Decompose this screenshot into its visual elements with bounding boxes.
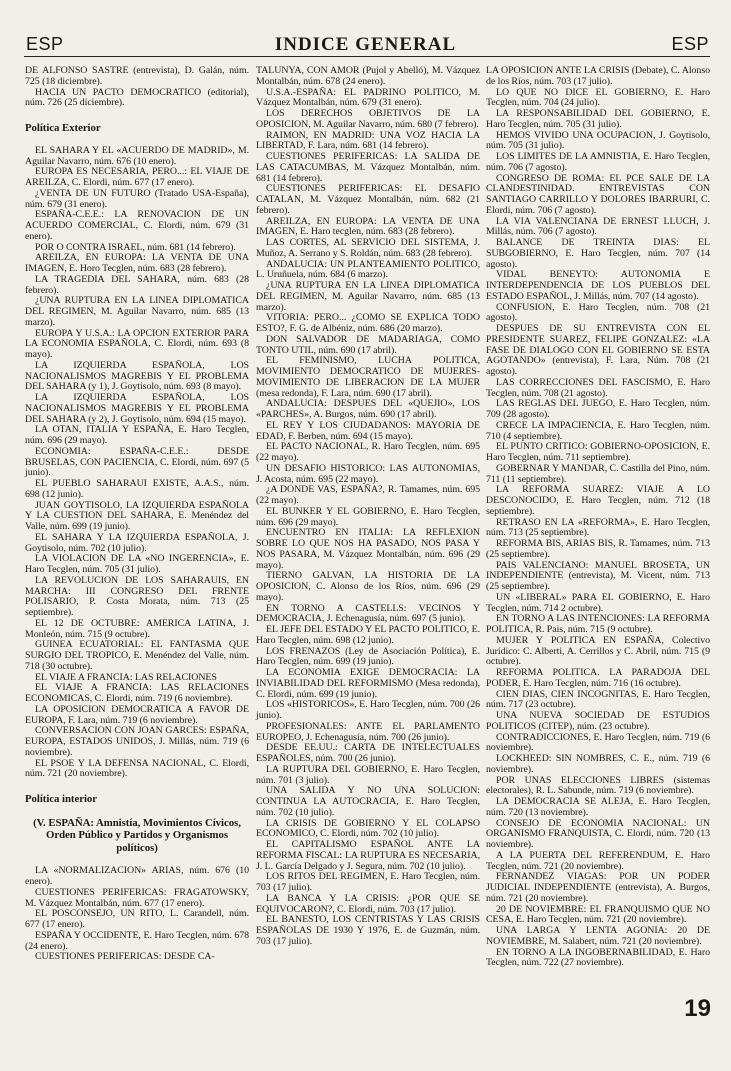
index-entry: LOS DERECHOS OBJETIVOS DE LA OPOSICION, M. Aguilar Navarro, núm. 680 (7 febrero).: [256, 108, 480, 130]
index-entry: ¿A DONDE VAS, ESPAÑA?, R. Tamames, núm. 695 (22 mayo).: [256, 484, 480, 506]
index-entry: EL POSCONSEJO, UN RITO, L. Carandell, núm. 677 (17 enero).: [25, 908, 249, 930]
index-entry: CONSEJO DE ECONOMIA NACIONAL: UN ORGANISMO FRANQUISTA, C. Elordi, núm. 720 (13 noviembre).: [486, 817, 710, 850]
index-entry: LA VIOLACION DE LA «NO INGERENCIA», E. Haro Tecglen, núm. 705 (31 julio).: [25, 553, 249, 575]
index-entry: LOS FRENAZOS (Ley de Asociación Política), E. Haro Tecglen, núm. 699 (19 junio).: [256, 645, 480, 668]
index-entry: ¿UNA RUPTURA EN LA LINEA DIPLOMATICA DEL REGIMEN, M. Aguilar Navarro, núm. 685 (13 marzo).: [25, 295, 249, 328]
index-entry: VIDAL BENEYTO: AUTONOMIA E INTERDEPENDENCIA DE LOS PUEBLOS DEL ESTADO ESPAÑOL, J. Millás, núm. 707 (14 agosto).: [486, 269, 710, 302]
index-entry: EN TORNO A CASTELLS: VECINOS Y DEMOCRACIA, J. Echenagusía, núm. 697 (5 junio).: [256, 602, 480, 625]
index-entry: 20 DE NOVIEMBRE: EL FRANQUISMO QUE NO CESA, E. Haro Tecglen, núm. 721 (20 noviembre).: [486, 903, 710, 926]
index-entry: ECONOMIA: ESPAÑA-C.E.E.: DESDE BRUSELAS, CON PACIENCIA, C. Elordi, núm. 697 (5 junio).: [25, 445, 249, 479]
index-entry: EL SAHARA Y LA IZQUIERDA ESPAÑOLA, J. Goytisolo, núm. 702 (10 julio).: [25, 531, 249, 554]
index-entry: FERNANDEZ VIAGAS: POR UN PODER JUDICIAL INDEPENDIENTE (entrevista), A. Burgos, núm. 721 (20 noviembre).: [486, 871, 710, 904]
index-entry: VITORIA: PERO... ¿COMO SE EXPLICA TODO ESTO?, F. G. de Albéniz, núm. 686 (20 marzo).: [256, 312, 480, 334]
index-entry: DE ALFONSO SASTRE (entrevista), D. Galán, núm. 725 (18 diciembre).: [25, 65, 249, 87]
index-entry: GOBERNAR Y MANDAR, C. Castilla del Pino, núm. 711 (11 septiembre).: [486, 462, 711, 485]
index-entry: LA DEMOCRACIA SE ALEJA, E. Haro Tecglen, núm. 720 (13 noviembre).: [486, 796, 710, 818]
index-entry: LOCKHEED: SIN NOMBRES, C. E., núm. 719 (6 noviembre).: [486, 753, 710, 775]
index-entry: POR O CONTRA ISRAEL, núm. 681 (14 febrero).: [35, 241, 236, 253]
index-entry: LA IZQUIERDA ESPAÑOLA, LOS NACIONALISMOS MAGREBIS Y EL PROBLEMA DEL SAHARA (y 2), J. Goytisolo, núm. 694 (15 mayo).: [25, 392, 249, 425]
index-entry: UN DESAFIO HISTORICO: LAS AUTONOMIAS, J. Acosta, núm. 695 (22 mayo).: [256, 462, 480, 485]
index-entry: PROFESIONALES: ANTE EL PARLAMENTO EUROPEO, J. Echenagusía, núm. 700 (26 junio).: [256, 720, 480, 743]
index-entry: RAIMON, EN MADRID: UNA VOZ HACIA LA LIBERTAD, F. Lara, núm. 681 (14 febrero).: [256, 129, 480, 152]
index-entry: LA «NORMALIZACION» ARIAS, núm. 676 (10 enero).: [25, 865, 249, 887]
index-entry: LAS CORRECCIONES DEL FASCISMO, E. Haro Tecglen, núm. 708 (21 agosto).: [486, 376, 710, 399]
index-entry: EL PUEBLO SAHARAUI EXISTE, A.A.S., núm. 698 (12 junio).: [25, 478, 249, 500]
interior-entries: [25, 866, 249, 963]
index-entry: EL 12 DE OCTUBRE: AMERICA LATINA, J. Monleón, núm. 715 (9 octubre).: [25, 617, 249, 640]
index-entry: LA TRAGEDIA DEL SAHARA, núm. 683 (28 febrero).: [25, 273, 249, 296]
index-entry: EL VIAJE A FRANCIA: LAS RELACIONES: [35, 671, 217, 683]
column-3-entries: [486, 66, 710, 969]
index-entry: ¿VENTA DE UN FUTURO (Tratado USA-España), núm. 679 (31 enero).: [25, 187, 249, 210]
index-entry: LA IZQUIERDA ESPAÑOLA, LOS NACIONALISMOS MAGREBIS Y EL PROBLEMA DEL SAHARA (y 1), J. Goytisolo, núm. 693 (8 mayo).: [25, 359, 249, 393]
index-entry: LAS CORTES, AL SERVICIO DEL SISTEMA, J. Muñoz, A. Serrano y S. Roldán, núm. 683 (28 febrero).: [256, 237, 480, 259]
index-entry: CONFUSION, E. Haro Tecglen, núm. 708 (21 agosto).: [486, 301, 710, 324]
index-entry: EL REY Y LOS CIUDADANOS: MAYORIA DE EDAD, F. Berben, núm. 694 (15 mayo).: [256, 419, 480, 442]
index-entry: LA REVOLUCION DE LOS SAHARAUIS, EN MARCHA: III CONGRESO DEL FRENTE POLISARIO, P. Costa Morata, núm. 713 (25 septiembre).: [25, 574, 249, 618]
index-entry: EL BANESTO, LOS CENTRISTAS Y LAS CRISIS ESPAÑOLAS DE 1930 Y 1976, E. de Guzmán, núm. 703 (17 julio).: [256, 914, 480, 947]
index-entry: LA VIA VALENCIANA DE ERNEST LLUCH, J. Millás, núm. 706 (7 agosto).: [486, 215, 710, 238]
index-entry: POR UNAS ELECCIONES LIBRES (sistemas electorales), R. L. Sabunde, núm. 719 (6 noviembre).: [486, 774, 710, 797]
index-entry: EL PACTO NACIONAL, R. Haro Tecglen, núm. 695 (22 mayo).: [256, 441, 480, 463]
index-entry: EN TORNO A LA INGOBERNABILIDAD, E. Haro Tecglen, núm. 722 (27 noviembre).: [486, 946, 710, 969]
index-entry: DESDE EE.UU.: CARTA DE INTELECTUALES ESPAÑOLES, núm. 700 (26 junio).: [256, 742, 480, 764]
index-entry: MUJER Y POLITICA EN ESPAÑA, Colectivo Jurídico: C. Alberti, A. Cerrillos y C. Abril, núm. 715 (9 octubre).: [486, 634, 710, 668]
index-entry: CUESTIONES PERIFERICAS: FRAGATOWSKY, M. Vázquez Montalbán, núm. 677 (17 enero).: [25, 886, 249, 909]
intro-entries: [25, 66, 249, 109]
index-entry: CIEN DIAS, CIEN INCOGNITAS, E. Haro Tecglen, núm. 717 (23 octubre).: [486, 688, 710, 711]
index-entry: EN TORNO A LAS INTENCIONES: LA REFORMA POLITICA, R. Pais, núm. 715 (9 octubre).: [486, 613, 710, 635]
index-entry: ¿UNA RUPTURA EN LA LINEA DIPLOMATICA DEL REGIMEN, M. Aguilar Navarro, núm. 685 (13 marzo).: [256, 280, 480, 313]
index-entry: LA RUPTURA DEL GOBIERNO, E. Haro Tecglen, núm. 701 (3 julio).: [256, 763, 480, 786]
index-entry: HEMOS VIVIDO UNA OCUPACION, J. Goytisolo, núm. 705 (31 julio).: [486, 129, 710, 152]
index-entry: LAS REGLAS DEL JUEGO, E. Haro Tecglen, núm. 709 (28 agosto).: [486, 398, 710, 420]
index-entry: HACIA UN PACTO DEMOCRATICO (editorial), núm. 726 (25 diciembre).: [25, 86, 249, 109]
index-entry: GUINEA ECUATORIAL: EL FANTASMA QUE SURGIO DEL TROPICO, E. Menéndez del Valle, núm. 718 (30 octubre).: [25, 639, 249, 672]
column-1: [25, 66, 249, 963]
index-entry: CUESTIONES PERIFERICAS: DESDE CA-: [35, 951, 215, 963]
index-entry: LOS «HISTORICOS», E. Haro Tecglen, núm. 700 (26 junio).: [256, 699, 480, 721]
section-subheading: (V. ESPAÑA: Amnistía, Movimientos Cívicos, Orden Público y Partidos y Organismos políticos): [33, 816, 241, 854]
index-entry: ANDALUCIA: DESPUES DEL «QUEJIO», LOS «PARCHES», A. Burgos, núm. 690 (17 abril).: [256, 398, 480, 420]
index-entry: EL VIAJE A FRANCIA: LAS RELACIONES ECONOMICAS, C. Elordi, núm. 719 (6 noviembre).: [25, 682, 249, 704]
index-entry: UNA LARGA Y LENTA AGONIA: 20 DE NOVIEMBRE, M. Salabert, núm. 721 (20 noviembre).: [486, 925, 710, 947]
index-entry: PAIS VALENCIANO: MANUEL BROSETA, UN INDEPENDIENTE (entrevista), M. Vicent, núm. 713 (25 septiembre).: [486, 559, 710, 592]
index-entry: TIERNO GALVAN, LA HISTORIA DE LA OPOSICION, C. Alonso de los Ríos, núm. 696 (29 mayo).: [256, 570, 480, 603]
index-entry: ENCUENTRO EN ITALIA: LA REFLEXION SOBRE LO QUE NOS HA PASADO, NOS PASA Y NOS PASARA, M. Vázquez Montalbán, núm. 696 (29 mayo).: [256, 527, 480, 571]
index-entry: ESPAÑA Y OCCIDENTE, E. Haro Tecglen, núm. 678 (24 enero).: [25, 929, 249, 952]
index-entry: RETRASO EN LA «REFORMA», E. Haro Tecglen, núm. 713 (25 septiembre).: [486, 516, 710, 539]
column-3: [486, 66, 710, 969]
index-entry: CONTRADICCIONES, E. Haro Tecglen, núm. 719 (6 noviembre).: [486, 731, 710, 754]
index-entry: REFORMA BIS, ARIAS BIS, R. Tamames, núm. 713 (25 septiembre).: [486, 538, 710, 560]
index-entry: EL PUNTO CRITICO: GOBIERNO-OPOSICION, E. Haro Tecglen, núm. 711 septiembre).: [486, 441, 710, 463]
index-entry: LA OPOSICION ANTE LA CRISIS (Debate), C. Alonso de los Ríos, núm. 703 (17 julio).: [486, 65, 710, 87]
index-entry: UNA NUEVA SOCIEDAD DE ESTUDIOS POLITICOS (CITEP), núm. (23 octubre).: [486, 710, 710, 732]
page-title: INDICE GENERAL: [274, 34, 457, 55]
index-entry: JUAN GOYTISOLO, LA IZQUIERDA ESPAÑOLA Y LA CUESTION DEL SAHARA, E. Menéndez del Valle, núm. 699 (19 junio).: [25, 499, 249, 532]
column-2: [256, 66, 480, 948]
section-heading-interior: Política interior: [25, 793, 98, 805]
index-entry: LA CRISIS DE GOBIERNO Y EL COLAPSO ECONOMICO, C. Elordi, núm. 702 (10 julio).: [256, 817, 480, 840]
index-entry: EL JEFE DEL ESTADO Y EL PACTO POLITICO, E. Haro Tecglen, núm. 698 (12 junio).: [256, 624, 480, 646]
index-entry: LA OPOSICION DEMOCRATICA A FAVOR DE EUROPA, F. Lara, núm. 719 (6 noviembre).: [25, 703, 249, 726]
continued-entry: TALUNYA, CON AMOR (Pujol y Abelló), M. Vázquez Montalbán, núm. 678 (24 enero).: [256, 65, 480, 87]
index-entry: ANDALUCIA: UN PLANTEAMIENTO POLITICO, L. Uruñuela, núm. 684 (6 marzo).: [256, 258, 480, 281]
index-entry: BALANCE DE TREINTA DIAS: EL SUBGOBIERNO, E. Haro Tecglen, núm. 707 (14 agosto).: [486, 237, 710, 270]
index-entry: EL CAPITALISMO ESPAÑOL ANTE LA REFORMA FISCAL: LA RUPTURA ES NECESARIA, J. L. García Delgado y J. Segura, núm. 702 (10 julio).: [256, 839, 480, 872]
index-entry: CUESTIONES PERIFERICAS: LA SALIDA DE LAS CATACUMBAS, M. Vázquez Montalbán, núm. 681 (14 febrero).: [256, 151, 480, 184]
section-heading-exterior: Política Exterior: [25, 122, 101, 134]
index-entry: LOS LIMITES DE LA AMNISTIA, E. Haro Tecglen, núm. 706 (7 agosto).: [486, 151, 710, 173]
index-entry: CONVERSACION CON JOAN GARCES: ESPAÑA, EUROPA, ESTADOS UNIDOS, J. Millás, núm. 719 (6 noviembre).: [25, 725, 249, 758]
index-entry: LA RESPONSABILIDAD DEL GOBIERNO, E. Haro Tecglen, núm. 705 (31 julio).: [486, 108, 710, 130]
index-entry: ESPAÑA-C.E.E.: LA RENOVACION DE UN ACUERDO COMERCIAL, C. Elordi, núm. 679 (31 enero).: [25, 209, 249, 242]
index-entry: DON SALVADOR DE MADARIAGA, COMO TONTO UTIL, núm. 690 (17 abril).: [256, 333, 480, 356]
index-entry: EUROPA Y U.S.A.: LA OPCION EXTERIOR PARA LA ECONOMIA ESPAÑOLA, C. Elordi, núm. 693 (8 mayo).: [25, 327, 249, 360]
index-entry: CONGRESO DE ROMA: EL PCE SALE DE LA CLANDESTINIDAD. ENTREVISTAS CON SANTIAGO CARRILLO Y DOLORES IBARRURI, C. Elordi, núm. 706 (7 agosto).: [486, 172, 710, 216]
index-entry: LA REFORMA SUAREZ: VIAJE A LO DESCONOCIDO, E. Haro Tecglen, núm. 712 (18 septiembre).: [486, 484, 710, 517]
header-rule: [24, 56, 710, 57]
index-entry: EL PSOE Y LA DEFENSA NACIONAL, C. Elordi, núm. 721 (20 noviembre).: [25, 757, 249, 780]
index-entry: LA ECONOMIA EXIGE DEMOCRACIA: LA INVIABILIDAD DEL REFORMISMO (Mesa redonda), C. Elordi, núm. 699 (19 junio).: [256, 667, 480, 700]
index-entry: EL SAHARA Y EL «ACUERDO DE MADRID», M. Aguilar Navarro, núm. 676 (10 enero).: [25, 144, 249, 167]
index-entry: REFORMA POLITICA. LA PARADOJA DEL PODER, E. Haro Tecglen, núm. 716 (16 octubre).: [486, 667, 710, 689]
index-entry: AREILZA, EN EUROPA: LA VENTA DE UNA IMAGEN, E. Haro tecglen, núm. 683 (28 febrero).: [256, 215, 480, 238]
exterior-entries: [25, 146, 249, 780]
index-entry: LO QUE NO DICE EL GOBIERNO, E. Haro Tecglen, núm. 704 (24 julio).: [486, 86, 710, 109]
header-left-code: ESP: [26, 34, 64, 54]
index-entry: UN «LIBERAL» PARA EL GOBIERNO, E. Haro Tecglen, núm. 714 2 octubre).: [486, 591, 710, 614]
index-entry: AREILZA, EN EUROPA: LA VENTA DE UNA IMAGEN, E. Horo Tecglen, núm. 683 (28 febrero).: [25, 252, 249, 274]
index-entry: U.S.A.-ESPAÑA: EL PADRINO POLITICO, M. Vázquez Montalbán, núm. 679 (31 enero).: [256, 86, 480, 109]
index-entry: LA OTAN, ITALIA Y ESPAÑA, E. Haro Tecglen, núm. 696 (29 mayo).: [25, 424, 249, 446]
index-entry: DESPUES DE SU ENTREVISTA CON EL PRESIDENTE SUAREZ, FELIPE GONZALEZ: «LA FASE DE DIALOGO CON EL GOBIERNO SE ESTA AGOTANDO» (entrevista), F. Lara, Núm. 708 (21 agosto).: [486, 323, 710, 377]
header-right-code: ESP: [671, 34, 709, 54]
index-entry: EL BUNKER Y EL GOBIERNO, E. Haro Tecglen, núm. 696 (29 mayo).: [256, 505, 480, 528]
index-entry: UNA SALIDA Y NO UNA SOLUCION: CONTINUA LA AUTOCRACIA, E. Haro Tecglen, núm. 702 (10 julio).: [256, 785, 480, 818]
index-entry: A LA PUERTA DEL REFERENDUM, E. Haro Tecglen, núm. 721 (20 noviembre).: [486, 849, 710, 872]
index-entry: EL FEMINISMO, LUCHA POLITICA, MOVIMIENTO DEMOCRATICO DE MUJERES-MOVIMIENTO DE LIBERACION DE LA MUJER (mesa redonda), F. Lara, núm. 690 (17 abril).: [256, 355, 480, 399]
index-entry: CRECE LA IMPACIENCIA, E. Haro Tecglen, núm. 710 (4 septiembre).: [486, 419, 710, 442]
index-entry: LA BANCA Y LA CRISIS: ¿POR QUE SE EQUIVOCARON?, C. Elordi, núm. 703 (17 julio).: [256, 892, 480, 915]
index-entry: CUESTIONES PERIFERICAS: EL DESAFIO CATALAN, M. Vázquez Montalbán, núm. 682 (21 febrero).: [256, 183, 480, 216]
index-entry: LOS RITOS DEL REGIMEN, E. Haro Tecglen, núm. 703 (17 julio).: [256, 871, 480, 893]
page-number: 19: [684, 995, 711, 1022]
index-entry: EUROPA ES NECESARIA, PERO...: EL VIAJE DE AREILZA, C. Elordi, núm. 677 (17 enero).: [25, 166, 249, 188]
column-2-entries: [256, 88, 480, 948]
